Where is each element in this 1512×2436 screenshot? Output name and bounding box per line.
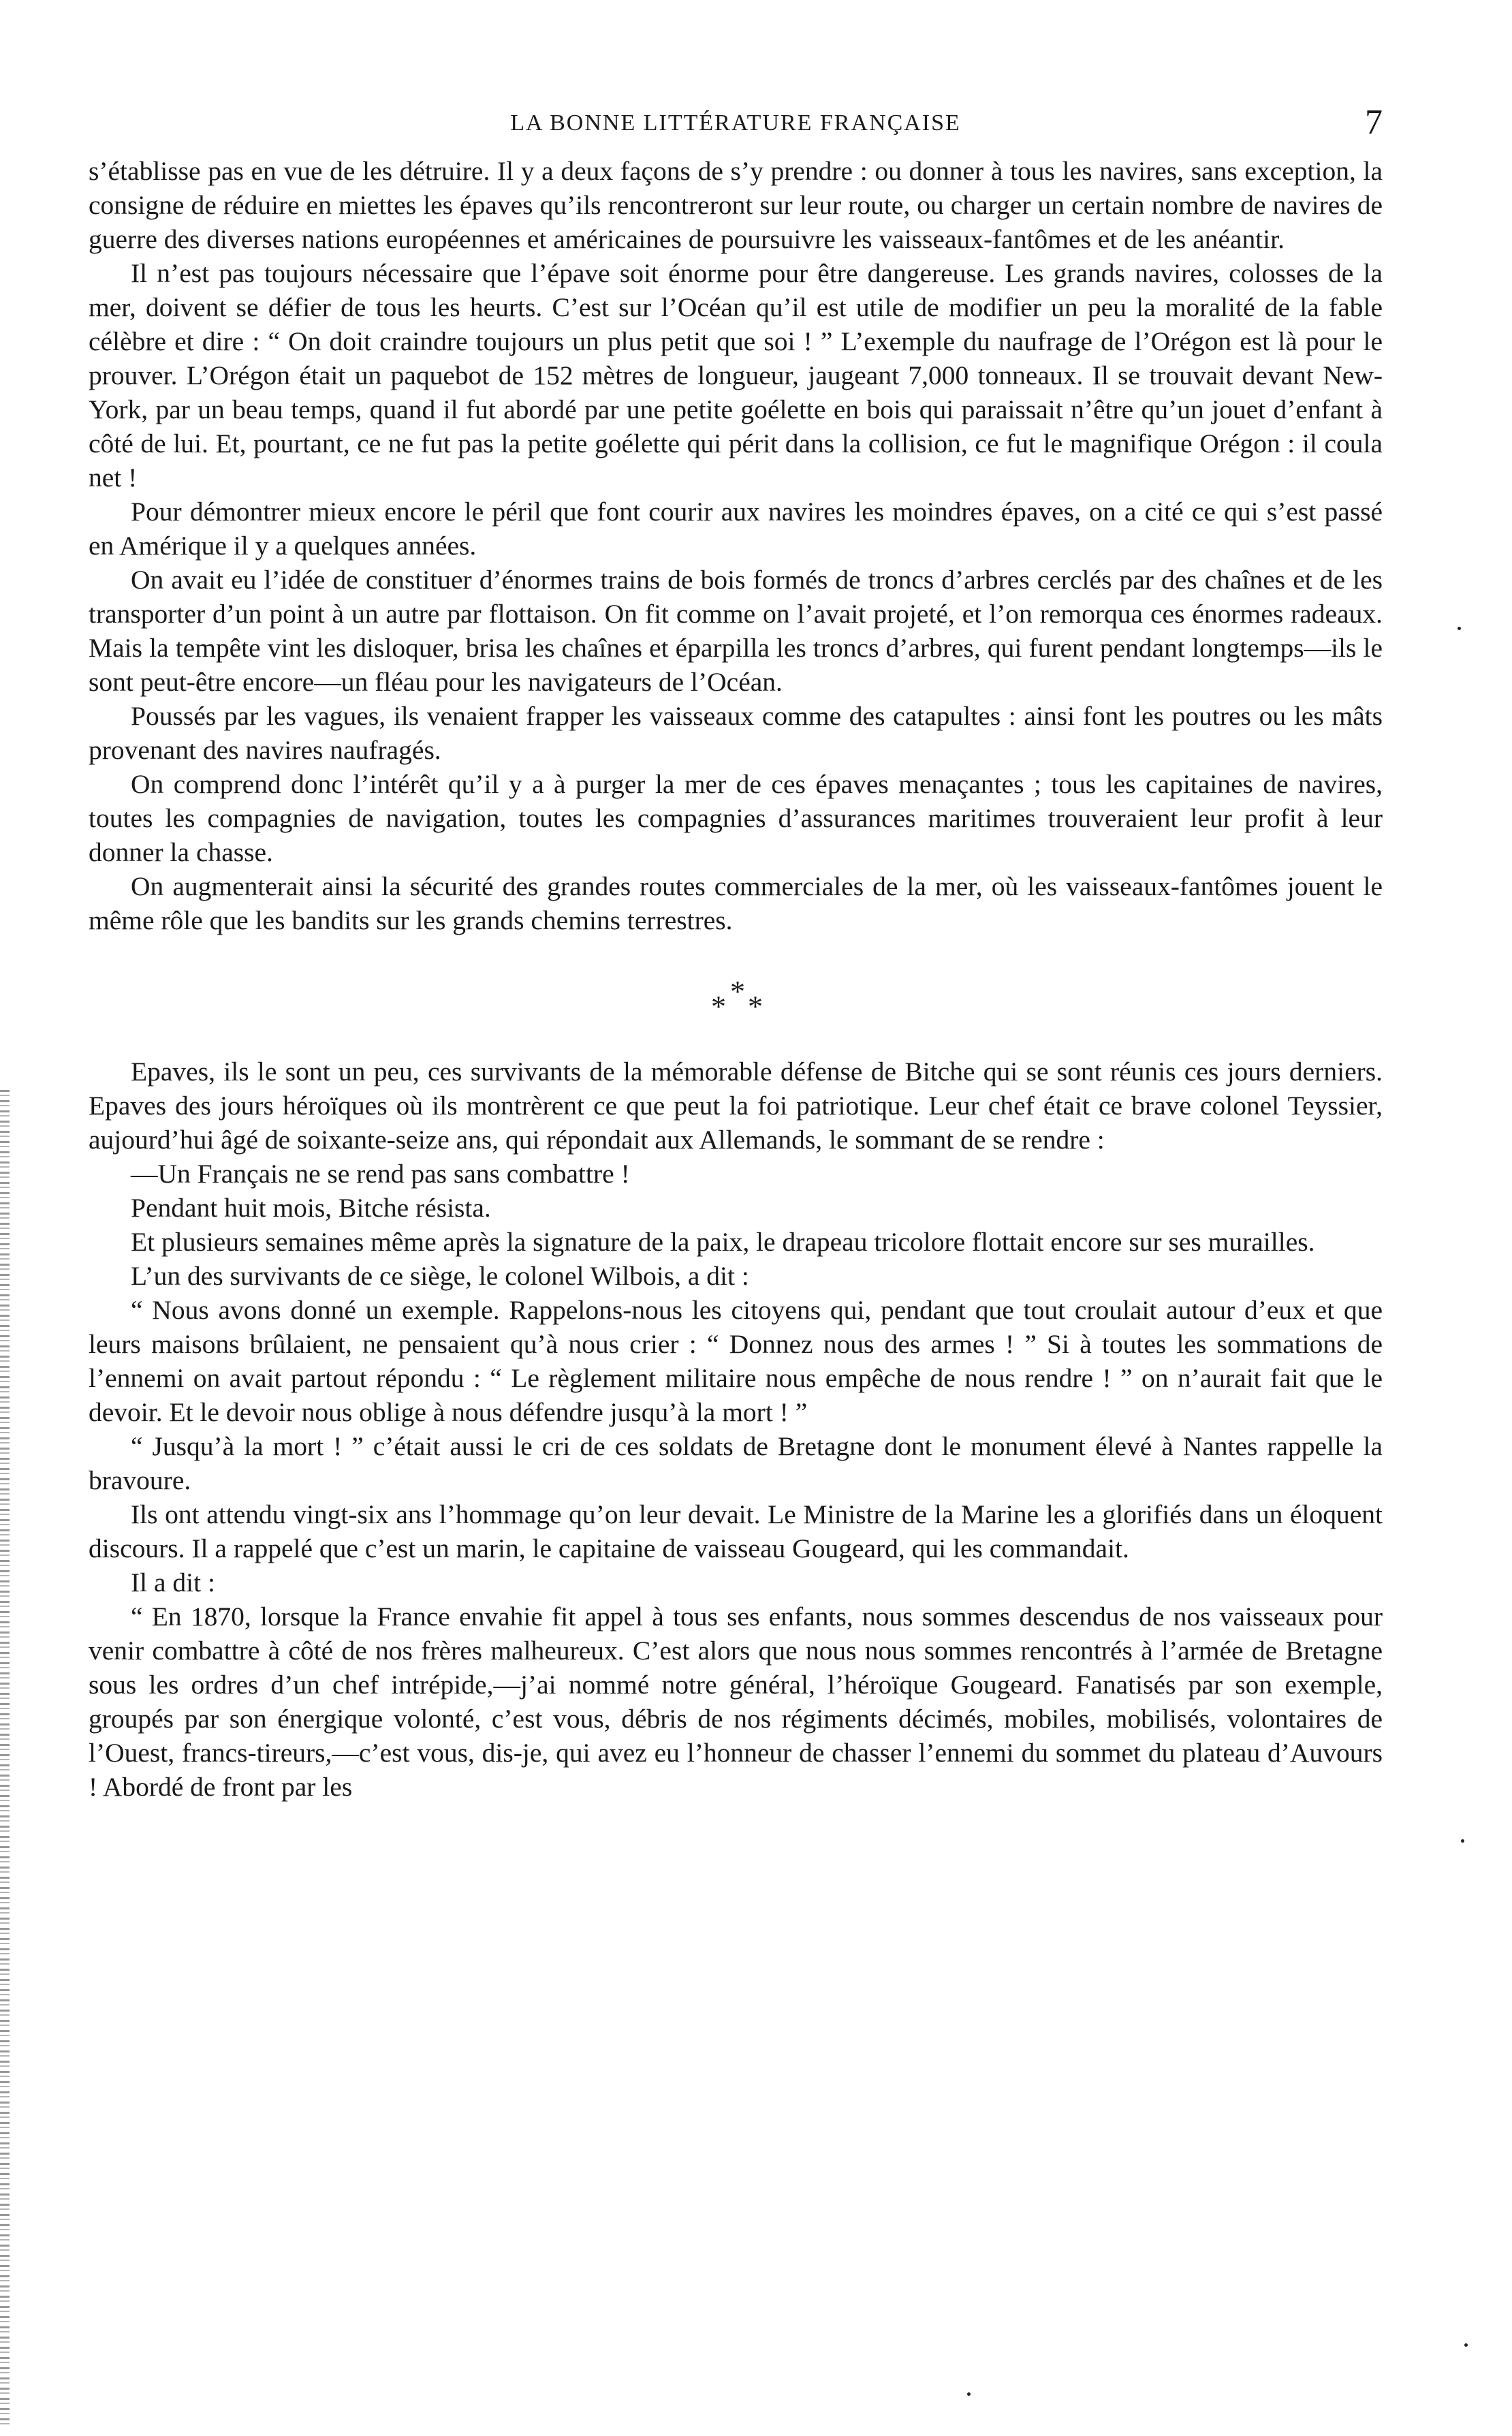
book-page bbox=[89, 102, 1383, 2405]
paragraph: Il a dit : bbox=[131, 1567, 215, 1597]
paragraph: Pendant huit mois, Bitche résista. bbox=[131, 1193, 491, 1223]
asterisk: * bbox=[711, 990, 726, 1023]
paragraph: On augmenterait ainsi la sécurité des grandes routes commerciales de la mer, où les vaisseaux-fantômes jouent le même rôle que les bandits sur les grands chemins terrestres. bbox=[89, 871, 1383, 935]
page-number: 7 bbox=[1365, 103, 1383, 142]
paragraph: On comprend donc l’intérêt qu’il y a à purger la mer de ces épaves menaçantes ; tous les capitaines de navires, toutes les compagnies de navigation, toutes les compagnies d’assurances maritimes trouveraient leur profit à leur donner la chasse. bbox=[89, 769, 1383, 867]
paragraph: Epaves, ils le sont un peu, ces survivants de la mémorable défense de Bitche qui se sont réunis ces jours derniers. Epaves des jours héroïques où ils montrèrent ce que peut la foi patriotique. Leur chef était ce brave colonel Teyssier, aujourd’hui âgé de soixante-seize ans, qui répondait aux Allemands, le sommant de se rendre : bbox=[89, 1057, 1383, 1155]
paragraph: On avait eu l’idée de constituer d’énormes trains de bois formés de troncs d’arbres cerclés par des chaînes et de les transporter d’un point à un autre par flottaison. On fit comme on l’avait projeté, et l’on remorqua ces énormes radeaux. Mais la tempête vint les disloquer, brisa les chaînes et éparpilla les troncs d’arbres, qui furent pendant longtemps—ils le sont peut-être encore—un fléau pour les navigateurs de l’Océan. bbox=[89, 565, 1383, 697]
asterisk: * bbox=[748, 990, 763, 1023]
paragraph: “ Nous avons donné un exemple. Rappelons-nous les citoyens qui, pendant que tout croulait autour d’eux et que leurs maisons brûlaient, ne pensaient qu’à nous crier : “ Donnez nous des armes ! ” Si à toutes les sommations de l’ennemi on avait partout répondu : “ Le règlement militaire nous empêche de nous rendre ! ” on n’aurait fait que le devoir. Et le devoir nous oblige à nous défendre jusqu’à la mort ! ” bbox=[89, 1295, 1383, 1427]
paragraph: L’un des survivants de ce siège, le colonel Wilbois, a dit : bbox=[131, 1261, 749, 1291]
scan-speck bbox=[1464, 2343, 1468, 2347]
paragraph: Pour démontrer mieux encore le péril que font courir aux navires les moindres épaves, on a cité ce qui s’est passé en Amérique il y a quelques années. bbox=[89, 497, 1383, 561]
paragraph: Et plusieurs semaines même après la signature de la paix, le drapeau tricolore flottait encore sur ses murailles. bbox=[131, 1227, 1315, 1257]
scan-speck bbox=[1461, 1839, 1464, 1843]
paragraph: “ Jusqu’à la mort ! ” c’était aussi le cri de ces soldats de Bretagne dont le monument élevé à Nantes rappelle la bravoure. bbox=[89, 1431, 1383, 1495]
body-text bbox=[89, 154, 1383, 1804]
section-asterism bbox=[89, 937, 1383, 1055]
asterisk: * bbox=[730, 975, 745, 1008]
running-head bbox=[89, 102, 1383, 150]
scan-speck bbox=[1458, 627, 1461, 630]
paragraph: Il n’est pas toujours nécessaire que l’épave soit énorme pour être dangereuse. Les grands navires, colosses de la mer, doivent se défier de tous les heurts. C’est sur l’Océan qu’il est utile de modifier un peu la moralité de la fable célèbre et dire : “ On doit craindre toujours un plus petit que soi ! ” L’exemple du naufrage de l’Orégon est là pour le prouver. L’Orégon était un paquebot de 152 mètres de longueur, jaugeant 7,000 tonneaux. Il se trouvait devant New-York, par un beau temps, quand il fut abordé par une petite goélette en bois qui paraissait n’être qu’un jouet d’enfant à côté de lui. Et, pourtant, ce ne fut pas la petite goélette qui périt dans la collision, ce fut le magnifique Orégon : il coula net ! bbox=[89, 258, 1383, 493]
paragraph: Ils ont attendu vingt-six ans l’hommage qu’on leur devait. Le Ministre de la Marine les a glorifiés dans un éloquent discours. Il a rappelé que c’est un marin, le capitaine de vaisseau Gougeard, qui les commandait. bbox=[89, 1499, 1383, 1563]
running-title: LA BONNE LITTÉRATURE FRANÇAISE bbox=[510, 110, 961, 136]
paragraph: —Un Français ne se rend pas sans combattre ! bbox=[131, 1159, 630, 1189]
paragraph: “ En 1870, lorsque la France envahie fit appel à tous ses enfants, nous sommes descendus de nos vaisseaux pour venir combattre à côté de nos frères malheureux. C’est alors que nous nous sommes rencontrés à l’armée de Bretagne sous les ordres d’un chef intrépide,—j’ai nommé notre général, l’héroïque Gougeard. Fanatisés par son exemple, groupés par son énergique volonté, c’est vous, débris de nos régiments décimés, mobiles, mobilisés, volontaires de l’Ouest, francs-tireurs,—c’est vous, dis-je, qui avez eu l’honneur de chasser l’ennemi du sommet du plateau d’Auvours ! Abordé de front par les bbox=[89, 1602, 1383, 1802]
paragraph: Poussés par les vagues, ils venaient frapper les vaisseaux comme des catapultes : ainsi font les poutres ou les mâts provenant des navires naufragés. bbox=[89, 701, 1383, 765]
scan-edge-artifact bbox=[0, 1090, 10, 2425]
paragraph: s’établisse pas en vue de les détruire. Il y a deux façons de s’y prendre : ou donner à tous les navires, sans exception, la consigne de réduire en miettes les épaves qu’ils rencontreront sur leur route, ou charger un certain nombre de navires de guerre des diverses nations européennes et américaines de poursuivre les vaisseaux-fantômes et de les anéantir. bbox=[89, 156, 1383, 254]
